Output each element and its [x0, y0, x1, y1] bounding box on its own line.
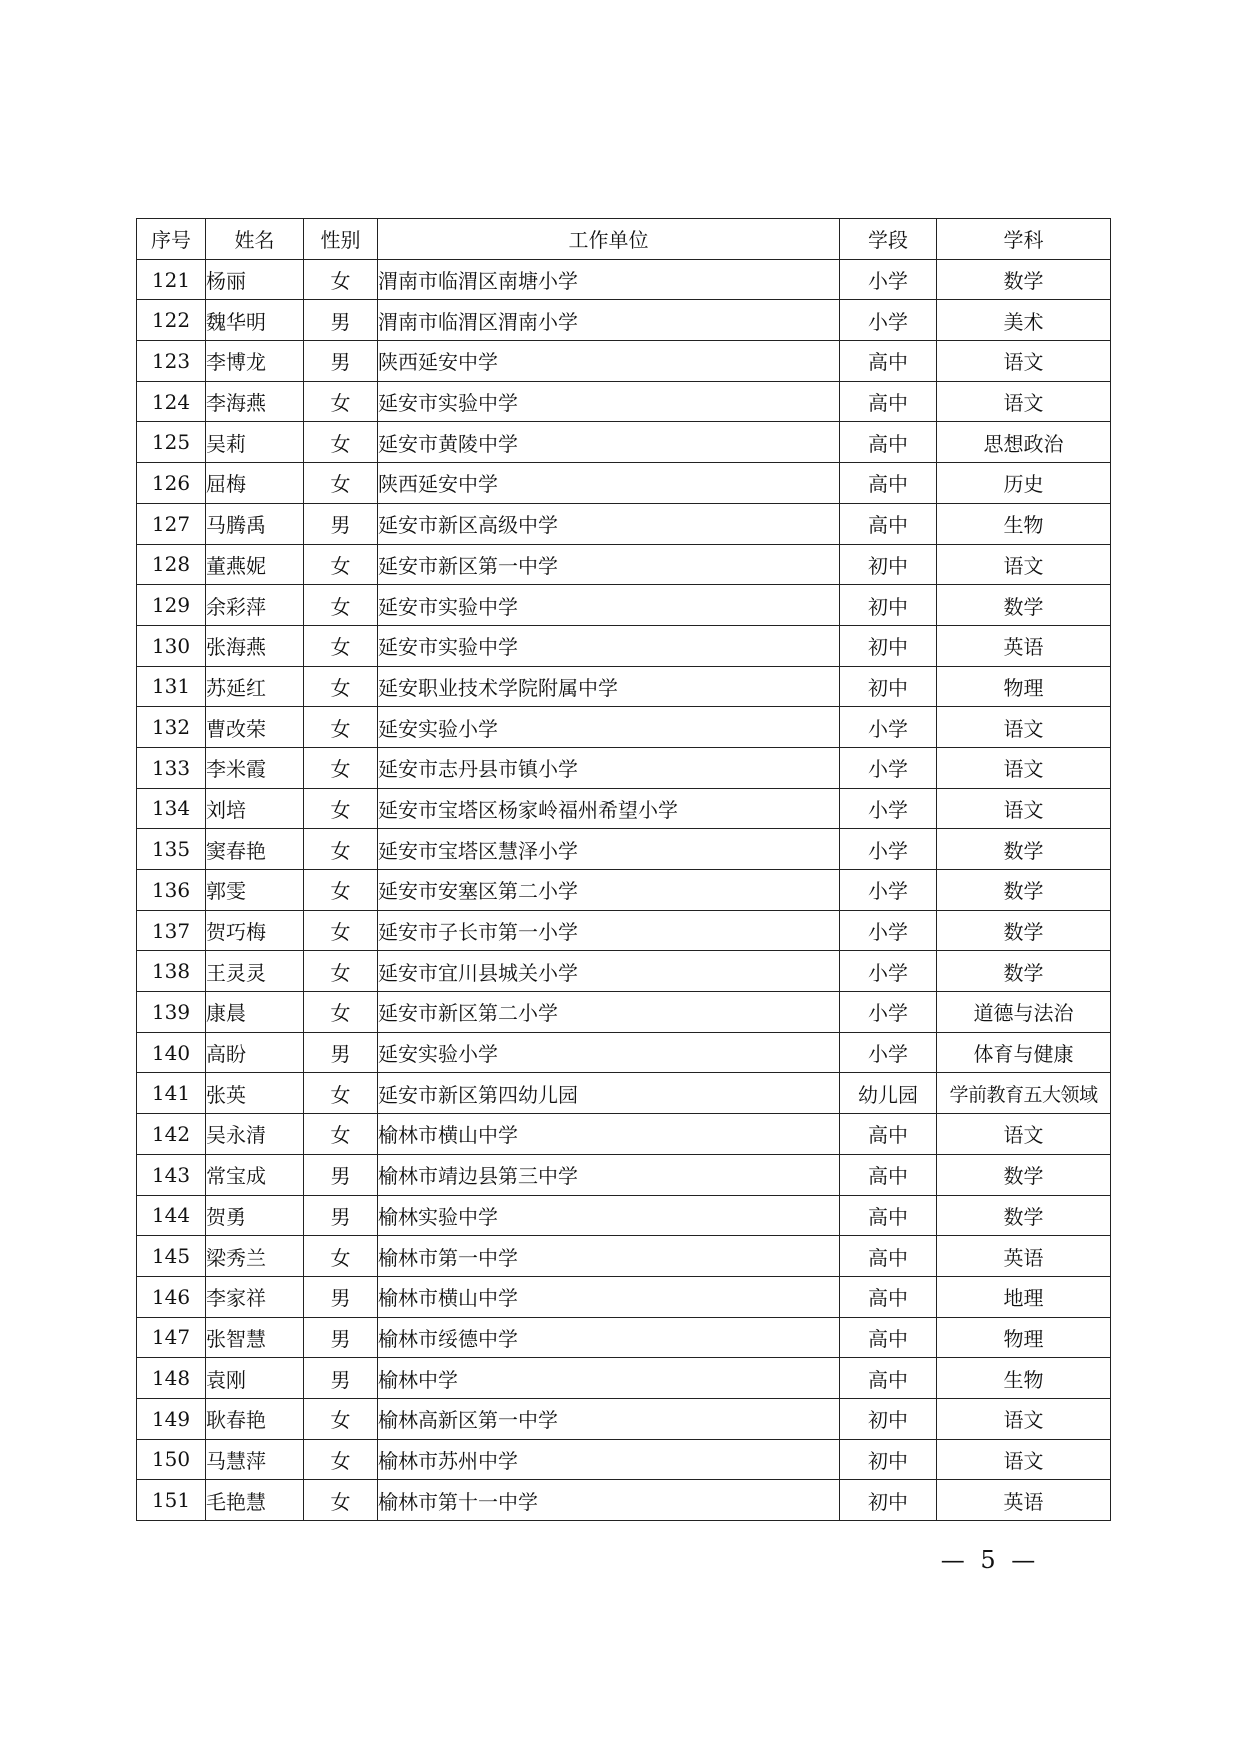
- cell-name: 贺巧梅: [206, 910, 304, 951]
- cell-subject: 生物: [937, 503, 1111, 544]
- cell-subject: 物理: [937, 666, 1111, 707]
- cell-school-stage: 初中: [840, 1480, 937, 1521]
- cell-gender: 男: [304, 503, 378, 544]
- cell-gender: 男: [304, 1154, 378, 1195]
- cell-gender: 男: [304, 300, 378, 341]
- cell-gender: 女: [304, 870, 378, 911]
- cell-school-stage: 初中: [840, 1398, 937, 1439]
- cell-serial-number: 124: [137, 381, 206, 422]
- cell-work-unit: 延安市新区高级中学: [378, 503, 840, 544]
- cell-subject: 数学: [937, 1195, 1111, 1236]
- cell-gender: 女: [304, 259, 378, 300]
- table-row: [137, 707, 1111, 748]
- cell-gender: 女: [304, 585, 378, 626]
- cell-work-unit: 榆林市横山中学: [378, 1114, 840, 1155]
- cell-school-stage: 高中: [840, 1114, 937, 1155]
- cell-subject: 英语: [937, 1480, 1111, 1521]
- cell-serial-number: 127: [137, 503, 206, 544]
- cell-name: 袁刚: [206, 1358, 304, 1399]
- cell-subject: 英语: [937, 1236, 1111, 1277]
- cell-work-unit: 榆林市横山中学: [378, 1276, 840, 1317]
- cell-gender: 女: [304, 707, 378, 748]
- cell-subject: 数学: [937, 1154, 1111, 1195]
- table-row: [137, 951, 1111, 992]
- cell-school-stage: 小学: [840, 870, 937, 911]
- cell-subject: 美术: [937, 300, 1111, 341]
- cell-serial-number: 143: [137, 1154, 206, 1195]
- cell-work-unit: 榆林市第十一中学: [378, 1480, 840, 1521]
- cell-name: 李米霞: [206, 747, 304, 788]
- cell-subject: 语文: [937, 1398, 1111, 1439]
- cell-name: 郭雯: [206, 870, 304, 911]
- table-row: [137, 1398, 1111, 1439]
- cell-gender: 女: [304, 381, 378, 422]
- table-row: [137, 585, 1111, 626]
- table-row: [137, 666, 1111, 707]
- table-header-row: [137, 219, 1111, 260]
- cell-school-stage: 初中: [840, 1439, 937, 1480]
- cell-work-unit: 延安市新区第一中学: [378, 544, 840, 585]
- table-row: [137, 1073, 1111, 1114]
- table-row: [137, 1114, 1111, 1155]
- cell-school-stage: 高中: [840, 1236, 937, 1277]
- cell-school-stage: 小学: [840, 910, 937, 951]
- cell-name: 梁秀兰: [206, 1236, 304, 1277]
- cell-gender: 女: [304, 1073, 378, 1114]
- cell-subject: 语文: [937, 1439, 1111, 1480]
- cell-school-stage: 初中: [840, 544, 937, 585]
- cell-work-unit: 延安市实验中学: [378, 625, 840, 666]
- cell-subject: 语文: [937, 747, 1111, 788]
- cell-serial-number: 151: [137, 1480, 206, 1521]
- cell-name: 张智慧: [206, 1317, 304, 1358]
- cell-school-stage: 小学: [840, 259, 937, 300]
- cell-serial-number: 141: [137, 1073, 206, 1114]
- cell-serial-number: 121: [137, 259, 206, 300]
- cell-serial-number: 149: [137, 1398, 206, 1439]
- table-row: [137, 1195, 1111, 1236]
- cell-work-unit: 榆林高新区第一中学: [378, 1398, 840, 1439]
- cell-serial-number: 129: [137, 585, 206, 626]
- cell-gender: 男: [304, 341, 378, 382]
- cell-gender: 女: [304, 788, 378, 829]
- table-row: [137, 422, 1111, 463]
- cell-work-unit: 延安市安塞区第二小学: [378, 870, 840, 911]
- table-row: [137, 1317, 1111, 1358]
- cell-work-unit: 延安市新区第二小学: [378, 992, 840, 1033]
- cell-subject: 历史: [937, 463, 1111, 504]
- table-row: [137, 1480, 1111, 1521]
- cell-serial-number: 133: [137, 747, 206, 788]
- cell-gender: 男: [304, 1032, 378, 1073]
- cell-name: 苏延红: [206, 666, 304, 707]
- cell-gender: 女: [304, 747, 378, 788]
- header-gender: 性别: [304, 219, 378, 260]
- table-row: [137, 1439, 1111, 1480]
- cell-serial-number: 144: [137, 1195, 206, 1236]
- cell-school-stage: 幼儿园: [840, 1073, 937, 1114]
- cell-name: 曹改荣: [206, 707, 304, 748]
- cell-name: 李家祥: [206, 1276, 304, 1317]
- cell-name: 康晨: [206, 992, 304, 1033]
- cell-work-unit: 延安市子长市第一小学: [378, 910, 840, 951]
- cell-school-stage: 高中: [840, 1154, 937, 1195]
- cell-work-unit: 延安职业技术学院附属中学: [378, 666, 840, 707]
- cell-name: 高盼: [206, 1032, 304, 1073]
- cell-gender: 女: [304, 1480, 378, 1521]
- cell-subject: 语文: [937, 788, 1111, 829]
- cell-name: 余彩萍: [206, 585, 304, 626]
- cell-work-unit: 榆林市苏州中学: [378, 1439, 840, 1480]
- cell-name: 张英: [206, 1073, 304, 1114]
- cell-subject: 英语: [937, 625, 1111, 666]
- cell-serial-number: 131: [137, 666, 206, 707]
- cell-gender: 女: [304, 1236, 378, 1277]
- table-row: [137, 829, 1111, 870]
- cell-school-stage: 高中: [840, 503, 937, 544]
- cell-serial-number: 126: [137, 463, 206, 504]
- cell-serial-number: 134: [137, 788, 206, 829]
- cell-work-unit: 榆林中学: [378, 1358, 840, 1399]
- table-row: [137, 463, 1111, 504]
- cell-gender: 女: [304, 544, 378, 585]
- table-row: [137, 1236, 1111, 1277]
- cell-school-stage: 小学: [840, 829, 937, 870]
- cell-gender: 女: [304, 666, 378, 707]
- cell-school-stage: 初中: [840, 625, 937, 666]
- table-row: [137, 1276, 1111, 1317]
- cell-name: 耿春艳: [206, 1398, 304, 1439]
- cell-serial-number: 146: [137, 1276, 206, 1317]
- cell-school-stage: 小学: [840, 788, 937, 829]
- cell-serial-number: 136: [137, 870, 206, 911]
- cell-subject: 学前教育五大领域: [937, 1073, 1111, 1114]
- cell-school-stage: 高中: [840, 1317, 937, 1358]
- cell-subject: 语文: [937, 341, 1111, 382]
- cell-name: 马腾禹: [206, 503, 304, 544]
- cell-work-unit: 延安市实验中学: [378, 585, 840, 626]
- cell-school-stage: 高中: [840, 341, 937, 382]
- cell-name: 常宝成: [206, 1154, 304, 1195]
- cell-subject: 语文: [937, 1114, 1111, 1155]
- cell-gender: 女: [304, 625, 378, 666]
- cell-subject: 数学: [937, 585, 1111, 626]
- cell-work-unit: 延安市宜川县城关小学: [378, 951, 840, 992]
- cell-subject: 体育与健康: [937, 1032, 1111, 1073]
- cell-school-stage: 小学: [840, 707, 937, 748]
- cell-name: 窦春艳: [206, 829, 304, 870]
- cell-name: 刘培: [206, 788, 304, 829]
- cell-gender: 男: [304, 1276, 378, 1317]
- cell-name: 董燕妮: [206, 544, 304, 585]
- cell-serial-number: 122: [137, 300, 206, 341]
- cell-serial-number: 135: [137, 829, 206, 870]
- cell-subject: 语文: [937, 381, 1111, 422]
- cell-work-unit: 榆林市第一中学: [378, 1236, 840, 1277]
- cell-work-unit: 榆林市靖边县第三中学: [378, 1154, 840, 1195]
- cell-name: 李海燕: [206, 381, 304, 422]
- table-row: [137, 870, 1111, 911]
- cell-serial-number: 132: [137, 707, 206, 748]
- table-row: [137, 625, 1111, 666]
- cell-subject: 语文: [937, 544, 1111, 585]
- cell-subject: 道德与法治: [937, 992, 1111, 1033]
- cell-subject: 数学: [937, 829, 1111, 870]
- cell-name: 贺勇: [206, 1195, 304, 1236]
- cell-name: 杨丽: [206, 259, 304, 300]
- cell-gender: 女: [304, 422, 378, 463]
- cell-subject: 地理: [937, 1276, 1111, 1317]
- cell-school-stage: 高中: [840, 1276, 937, 1317]
- cell-name: 张海燕: [206, 625, 304, 666]
- cell-serial-number: 142: [137, 1114, 206, 1155]
- cell-school-stage: 初中: [840, 585, 937, 626]
- cell-subject: 数学: [937, 910, 1111, 951]
- cell-school-stage: 小学: [840, 300, 937, 341]
- table-row: [137, 503, 1111, 544]
- cell-serial-number: 137: [137, 910, 206, 951]
- cell-serial-number: 145: [137, 1236, 206, 1277]
- cell-name: 吴莉: [206, 422, 304, 463]
- cell-work-unit: 延安市志丹县市镇小学: [378, 747, 840, 788]
- cell-gender: 男: [304, 1358, 378, 1399]
- header-work-unit: 工作单位: [378, 219, 840, 260]
- cell-work-unit: 榆林市绥德中学: [378, 1317, 840, 1358]
- table-row: [137, 1358, 1111, 1399]
- cell-subject: 生物: [937, 1358, 1111, 1399]
- cell-gender: 女: [304, 951, 378, 992]
- cell-work-unit: 渭南市临渭区渭南小学: [378, 300, 840, 341]
- table-body: [137, 259, 1111, 1520]
- table-row: [137, 910, 1111, 951]
- cell-name: 李博龙: [206, 341, 304, 382]
- cell-school-stage: 高中: [840, 1195, 937, 1236]
- cell-name: 吴永清: [206, 1114, 304, 1155]
- cell-serial-number: 150: [137, 1439, 206, 1480]
- cell-gender: 女: [304, 1398, 378, 1439]
- cell-school-stage: 高中: [840, 422, 937, 463]
- cell-school-stage: 小学: [840, 747, 937, 788]
- header-name: 姓名: [206, 219, 304, 260]
- cell-school-stage: 小学: [840, 951, 937, 992]
- cell-work-unit: 延安市宝塔区杨家岭福州希望小学: [378, 788, 840, 829]
- table-row: [137, 381, 1111, 422]
- cell-gender: 女: [304, 910, 378, 951]
- cell-work-unit: 延安实验小学: [378, 1032, 840, 1073]
- table-row: [137, 1032, 1111, 1073]
- table-row: [137, 259, 1111, 300]
- cell-gender: 女: [304, 1439, 378, 1480]
- cell-serial-number: 139: [137, 992, 206, 1033]
- cell-work-unit: 延安市黄陵中学: [378, 422, 840, 463]
- page-number: — 5 —: [940, 1546, 1040, 1574]
- cell-gender: 女: [304, 1114, 378, 1155]
- table-row: [137, 788, 1111, 829]
- cell-subject: 数学: [937, 951, 1111, 992]
- cell-school-stage: 高中: [840, 463, 937, 504]
- cell-name: 马慧萍: [206, 1439, 304, 1480]
- cell-work-unit: 渭南市临渭区南塘小学: [378, 259, 840, 300]
- cell-work-unit: 延安市宝塔区慧泽小学: [378, 829, 840, 870]
- cell-school-stage: 小学: [840, 1032, 937, 1073]
- table-row: [137, 992, 1111, 1033]
- cell-work-unit: 陕西延安中学: [378, 463, 840, 504]
- header-subject: 学科: [937, 219, 1111, 260]
- cell-subject: 物理: [937, 1317, 1111, 1358]
- cell-serial-number: 147: [137, 1317, 206, 1358]
- cell-serial-number: 125: [137, 422, 206, 463]
- cell-subject: 语文: [937, 707, 1111, 748]
- cell-serial-number: 138: [137, 951, 206, 992]
- cell-work-unit: 延安市实验中学: [378, 381, 840, 422]
- cell-serial-number: 148: [137, 1358, 206, 1399]
- cell-subject: 数学: [937, 259, 1111, 300]
- header-serial-number: 序号: [137, 219, 206, 260]
- cell-school-stage: 高中: [840, 1358, 937, 1399]
- cell-work-unit: 延安实验小学: [378, 707, 840, 748]
- table-row: [137, 300, 1111, 341]
- teacher-roster-table: [136, 218, 1111, 1521]
- cell-school-stage: 小学: [840, 992, 937, 1033]
- table-row: [137, 747, 1111, 788]
- cell-gender: 女: [304, 829, 378, 870]
- cell-serial-number: 140: [137, 1032, 206, 1073]
- cell-serial-number: 123: [137, 341, 206, 382]
- cell-work-unit: 陕西延安中学: [378, 341, 840, 382]
- cell-school-stage: 高中: [840, 381, 937, 422]
- cell-subject: 思想政治: [937, 422, 1111, 463]
- table-row: [137, 341, 1111, 382]
- cell-name: 王灵灵: [206, 951, 304, 992]
- cell-work-unit: 延安市新区第四幼儿园: [378, 1073, 840, 1114]
- cell-gender: 男: [304, 1317, 378, 1358]
- table-row: [137, 1154, 1111, 1195]
- table-row: [137, 544, 1111, 585]
- header-school-stage: 学段: [840, 219, 937, 260]
- cell-subject: 数学: [937, 870, 1111, 911]
- cell-name: 魏华明: [206, 300, 304, 341]
- cell-serial-number: 130: [137, 625, 206, 666]
- cell-serial-number: 128: [137, 544, 206, 585]
- cell-name: 毛艳慧: [206, 1480, 304, 1521]
- cell-work-unit: 榆林实验中学: [378, 1195, 840, 1236]
- cell-school-stage: 初中: [840, 666, 937, 707]
- cell-gender: 男: [304, 1195, 378, 1236]
- cell-name: 屈梅: [206, 463, 304, 504]
- cell-gender: 女: [304, 992, 378, 1033]
- cell-gender: 女: [304, 463, 378, 504]
